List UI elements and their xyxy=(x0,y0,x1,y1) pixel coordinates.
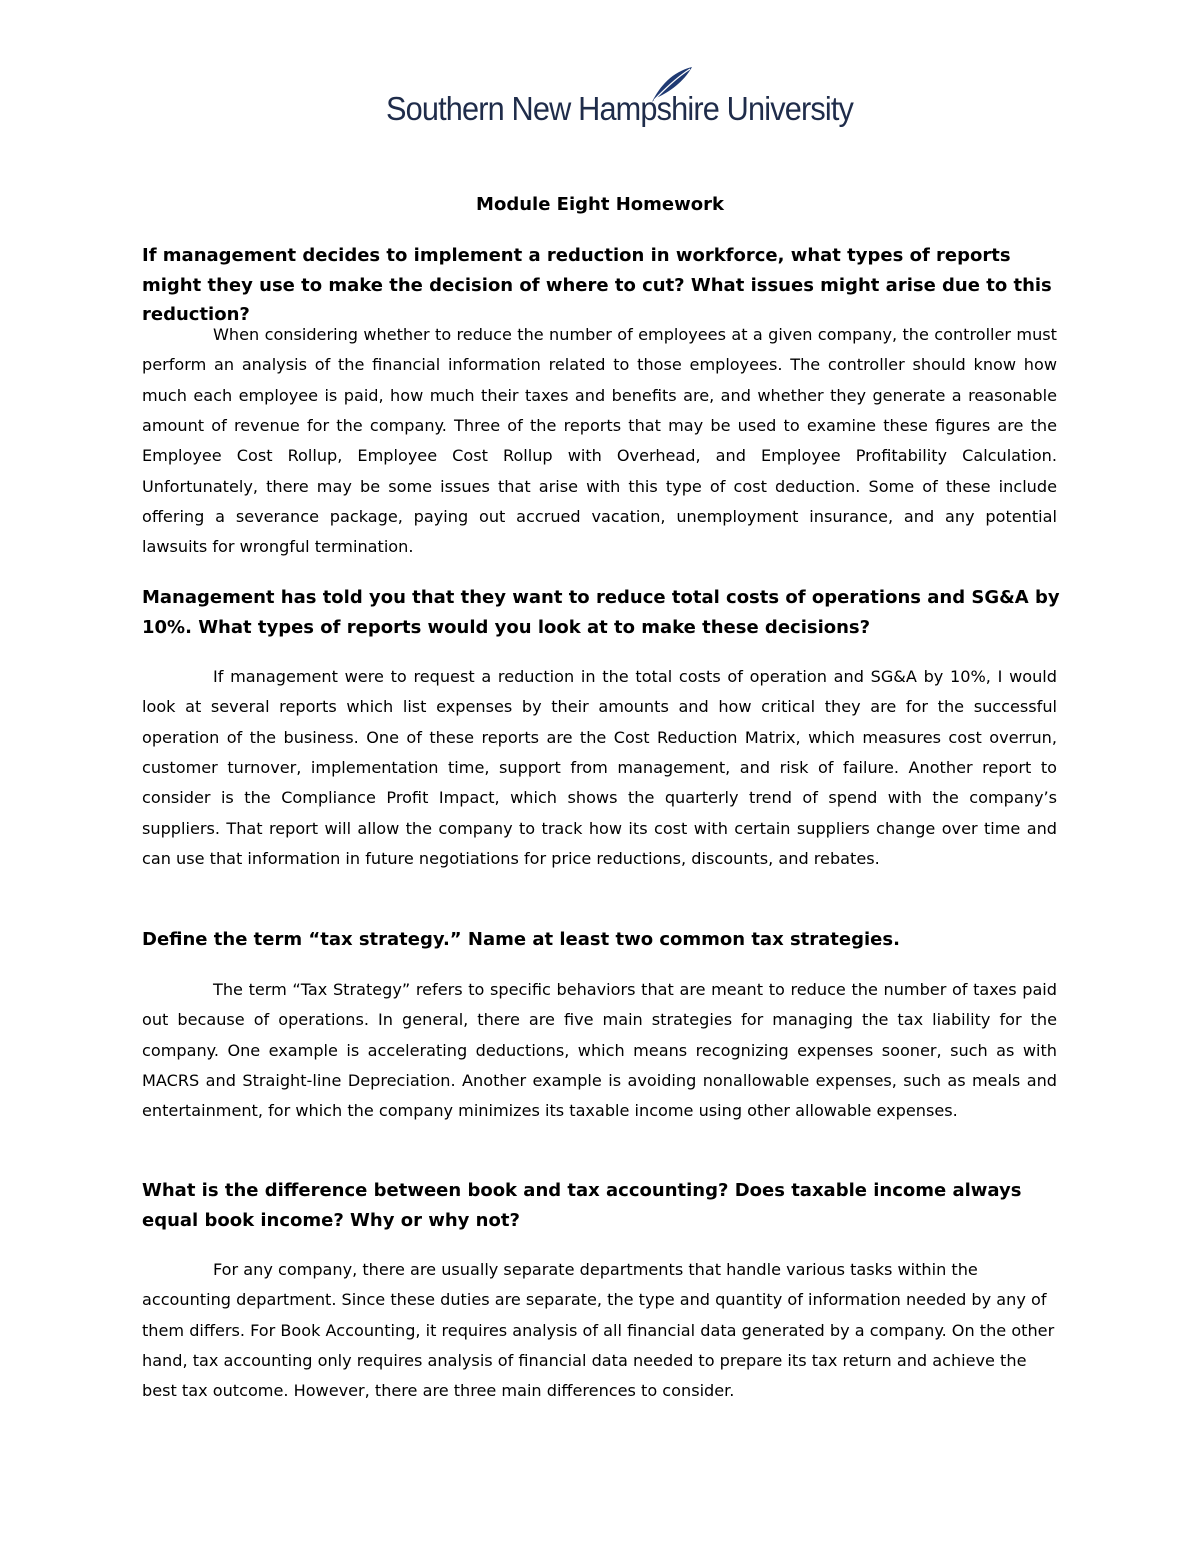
question-2: Management has told you that they want to reduce total costs of operations and SG&A by 10%. What types of reports would you look at to make these decisions? xyxy=(142,587,1060,638)
university-logo xyxy=(386,64,854,140)
question-1: If management decides to implement a reduction in workforce, what types of reports might they use to make the decision of where to cut? What issues might arise due to this reduction? xyxy=(142,245,1052,326)
document-title: Module Eight Homework xyxy=(476,194,724,215)
answer-1: When considering whether to reduce the number of employees at a given company, the controller must perform an analysis of the financial information related to those employees. The controller should know how much each employee is paid, how much their taxes and benefits are, and whether they generate a reasonable amount of revenue for the company. Three of the reports that may be used to examine these figures are the Employee Cost Rollup, Employee Cost Rollup with Overhead, and Employee Profitability Calculation. Unfortunately, there may be some issues that arise with this type of cost deduction. Some of these include offering a severance package, paying out accrued vacation, unemployment insurance, and any potential lawsuits for wrongful termination. xyxy=(142,325,1057,557)
answer-2: If management were to request a reduction in the total costs of operation and SG&A by 10%, I would look at several reports which list expenses by their amounts and how critical they are for the successful operation of the business. One of these reports are the Cost Reduction Matrix, which measures cost overrun, customer turnover, implementation time, support from management, and risk of failure. Another report to consider is the Compliance Profit Impact, which shows the quarterly trend of spend with the company’s suppliers. That report will allow the company to track how its cost with certain suppliers change over time and can use that information in future negotiations for price reductions, discounts, and rebates. xyxy=(142,667,1057,869)
answer-4: For any company, there are usually separate departments that handle various tasks within the accounting department. Since these duties are separate, the type and quantity of information needed by any of them differs. For Book Accounting, it requires analysis of all financial data generated by a company. On the other hand, tax accounting only requires analysis of financial data needed to prepare its tax return and achieve the best tax outcome. However, there are three main differences to consider. xyxy=(142,1260,1055,1401)
answer-3: The term “Tax Strategy” refers to specific behaviors that are meant to reduce the number of taxes paid out because of operations. In general, there are five main strategies for managing the tax liability for the company. One example is accelerating deductions, which means recognizing expenses sooner, such as with MACRS and Straight-line Depreciation. Another example is avoiding nonallowable expenses, such as meals and entertainment, for which the company minimizes its taxable income using other allowable expenses. xyxy=(142,980,1057,1121)
question-4: What is the difference between book and tax accounting? Does taxable income always equal book income? Why or why not? xyxy=(142,1180,1022,1231)
question-3: Define the term “tax strategy.” Name at least two common tax strategies. xyxy=(142,929,900,950)
leaf-icon xyxy=(648,64,696,104)
university-name: Southern New Hampshire University xyxy=(386,90,854,127)
